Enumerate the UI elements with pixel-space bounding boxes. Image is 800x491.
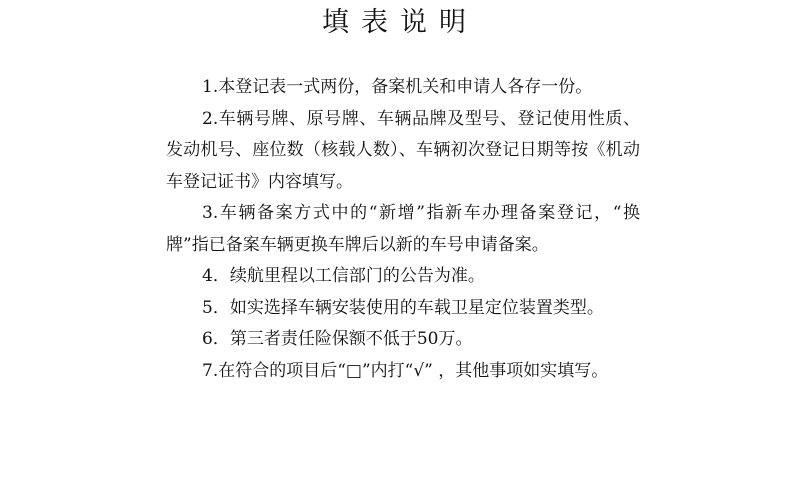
instruction-item-2: 2.车辆号牌、原号牌、车辆品牌及型号、登记使用性质、发动机号、座位数（核载人数）、车辆初次登记日期等按《机动车登记证书》内容填写。: [166, 108, 640, 192]
instruction-item-1: 1.本登记表一式两份，备案机关和申请人各存一份。: [202, 77, 593, 97]
page-title: 填表说明: [322, 7, 478, 38]
instruction-item-3: 3.车辆备案方式中的“新增”指新车办理备案登记，“换牌”指已备案车辆更换车牌后以新的车号申请备案。: [166, 203, 640, 255]
instruction-item-7: 7.在符合的项目后“□”内打“√” ，其他事项如实填写。: [202, 360, 609, 381]
instruction-item-6: 6．第三者责任险保额不低于50万。: [202, 329, 473, 349]
instruction-item-5: 5．如实选择车辆安装使用的车载卫星定位装置类型。: [202, 297, 604, 318]
instruction-item-4: 4．续航里程以工信部门的公告为准。: [202, 266, 485, 286]
instruction-list: [166, 72, 640, 387]
